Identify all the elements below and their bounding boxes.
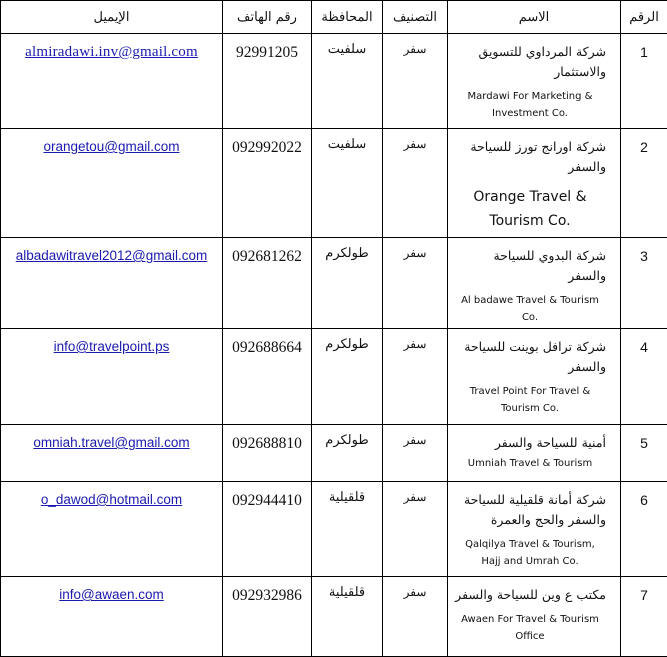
email-cell [1, 34, 223, 129]
email-cell [1, 129, 223, 238]
table-row [1, 329, 667, 425]
row-number: 5 [621, 425, 667, 482]
category-cell: سفر [383, 238, 448, 329]
name-cell [448, 482, 621, 577]
email-cell [1, 482, 223, 577]
row-number: 1 [621, 34, 667, 129]
governorate-cell: قلقيلية [312, 482, 383, 577]
category-cell: سفر [383, 425, 448, 482]
name-english: Qalqilya Travel & Tourism, Hajj and Umrah Co. [454, 536, 606, 570]
name-english: Umniah Travel & Tourism [454, 455, 606, 472]
table-row [1, 425, 667, 482]
name-cell [448, 129, 621, 238]
name-english: Travel Point For Travel & Tourism Co. [454, 383, 606, 417]
table-row [1, 129, 667, 238]
name-cell [448, 577, 621, 657]
phone-cell: 092688810 [223, 425, 312, 482]
name-arabic: شركة اورانج تورز للسياحة والسفر [454, 137, 606, 177]
header-name: الاسم [448, 1, 621, 34]
row-number: 7 [621, 577, 667, 657]
email-link[interactable]: info@awaen.com [59, 587, 164, 602]
category-cell: سفر [383, 34, 448, 129]
row-number: 6 [621, 482, 667, 577]
table-row [1, 577, 667, 657]
phone-cell: 92991205 [223, 34, 312, 129]
header-row [1, 1, 667, 34]
name-cell [448, 329, 621, 425]
table-row [1, 238, 667, 329]
governorate-cell: قلقيلية [312, 577, 383, 657]
category-cell: سفر [383, 329, 448, 425]
row-number: 2 [621, 129, 667, 238]
email-link[interactable]: info@travelpoint.ps [54, 339, 170, 354]
name-arabic: شركة البدوي للسياحة والسفر [454, 246, 606, 286]
email-cell [1, 329, 223, 425]
table-row [1, 482, 667, 577]
name-arabic: شركة أمانة قلقيلية للسياحة والسفر والحج والعمرة [454, 490, 606, 530]
phone-cell: 092932986 [223, 577, 312, 657]
governorate-cell: طولكرم [312, 238, 383, 329]
email-cell [1, 238, 223, 329]
governorate-cell: طولكرم [312, 329, 383, 425]
phone-cell: 092992022 [223, 129, 312, 238]
phone-cell: 092944410 [223, 482, 312, 577]
header-number: الرقم [621, 1, 667, 34]
table-row [1, 34, 667, 129]
phone-cell: 092681262 [223, 238, 312, 329]
email-link[interactable]: albadawitravel2012@gmail.com [16, 248, 208, 263]
row-number: 3 [621, 238, 667, 329]
email-link[interactable]: omniah.travel@gmail.com [33, 435, 189, 450]
name-arabic: شركة المرداوي للتسويق والاستثمار [454, 42, 606, 82]
name-cell [448, 34, 621, 129]
category-cell: سفر [383, 129, 448, 238]
row-number: 4 [621, 329, 667, 425]
header-governorate: المحافظة [312, 1, 383, 34]
email-link[interactable]: almiradawi.inv@gmail.com [25, 44, 198, 60]
name-english: Mardawi For Marketing & Investment Co. [454, 88, 606, 122]
header-phone: رقم الهاتف [223, 1, 312, 34]
category-cell: سفر [383, 577, 448, 657]
governorate-cell: طولكرم [312, 425, 383, 482]
header-email: الإيميل [1, 1, 223, 34]
governorate-cell: سلفيت [312, 34, 383, 129]
email-cell [1, 425, 223, 482]
name-english: Awaen For Travel & Tourism Office [454, 611, 606, 645]
name-arabic: شركة ترافل بوينت للسياحة والسفر [454, 337, 606, 377]
category-cell: سفر [383, 482, 448, 577]
email-link[interactable]: o_dawod@hotmail.com [41, 492, 182, 507]
name-cell [448, 238, 621, 329]
phone-cell: 092688664 [223, 329, 312, 425]
name-arabic: مكتب ع وين للسياحة والسفر [454, 585, 606, 605]
name-english: Orange Travel & Tourism Co. [454, 185, 606, 233]
name-cell [448, 425, 621, 482]
name-english: Al badawe Travel & Tourism Co. [454, 292, 606, 326]
name-arabic: أمنية للسياحة والسفر [454, 433, 606, 453]
header-category: التصنيف [383, 1, 448, 34]
governorate-cell: سلفيت [312, 129, 383, 238]
email-link[interactable]: orangetou@gmail.com [43, 139, 179, 154]
email-cell [1, 577, 223, 657]
